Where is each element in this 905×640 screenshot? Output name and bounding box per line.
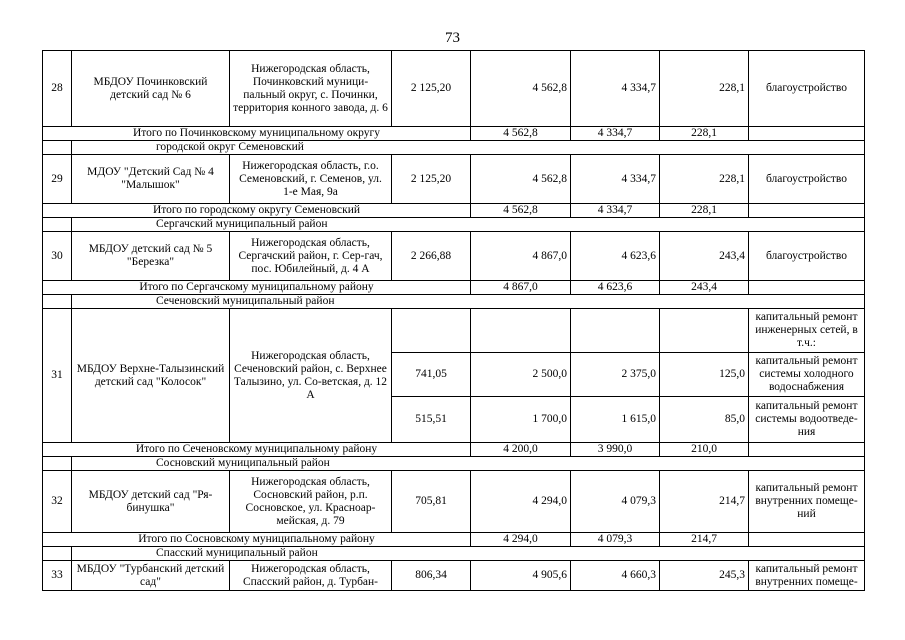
total-cost-cell: 1 700,0 xyxy=(471,397,571,443)
area-cell xyxy=(392,309,471,353)
section-row xyxy=(43,218,865,232)
regional-funds-cell: 214,7 xyxy=(660,471,749,533)
total-row xyxy=(43,281,865,295)
work-type-cell: капитальный ремонт инженерных сетей, в т.ч.: xyxy=(749,309,865,353)
work-type-cell: капитальный ремонт внутренних помеще-ний xyxy=(749,471,865,533)
total-cost-cell: 4 562,8 xyxy=(471,155,571,204)
total-label: Итого по Сергачскому муниципальному району xyxy=(43,281,471,295)
federal-funds-cell: 4 623,6 xyxy=(571,232,660,281)
regional-funds-cell: 214,7 xyxy=(660,533,749,547)
institution-address: Нижегородская область, Сосновский район, р.п. Сосновское, ул. Красноар-мейская, д. 79 xyxy=(230,471,392,533)
total-label: Итого по городскому округу Семеновский xyxy=(43,204,471,218)
total-cost-cell: 4 294,0 xyxy=(471,471,571,533)
page-number: 73 xyxy=(445,30,460,46)
table-row xyxy=(43,51,865,127)
total-cost-cell: 4 562,8 xyxy=(471,204,571,218)
section-row xyxy=(43,457,865,471)
regional-funds-cell: 243,4 xyxy=(660,281,749,295)
table-row xyxy=(43,471,865,533)
regional-funds-cell xyxy=(660,309,749,353)
regional-funds-cell: 85,0 xyxy=(660,397,749,443)
area-cell: 515,51 xyxy=(392,397,471,443)
federal-funds-cell: 1 615,0 xyxy=(571,397,660,443)
section-label: Сосновский муниципальный район xyxy=(72,457,865,471)
row-number: 31 xyxy=(43,309,72,443)
row-number: 33 xyxy=(43,561,72,591)
regional-funds-cell: 125,0 xyxy=(660,353,749,397)
regional-funds-cell: 245,3 xyxy=(660,561,749,591)
regional-funds-cell: 210,0 xyxy=(660,443,749,457)
institution-address: Нижегородская область, Сеченовский район, с. Верхнее Талызино, ул. Со-ветская, д. 12 А xyxy=(230,309,392,443)
total-cost-cell: 4 867,0 xyxy=(471,232,571,281)
table-row xyxy=(43,309,865,353)
regional-funds-cell: 228,1 xyxy=(660,127,749,141)
federal-funds-cell: 3 990,0 xyxy=(571,443,660,457)
institution-name: МБДОУ Починковский детский сад № 6 xyxy=(72,51,230,127)
area-cell: 2 266,88 xyxy=(392,232,471,281)
institution-name: МБДОУ детский сад № 5 "Березка" xyxy=(72,232,230,281)
federal-funds-cell: 2 375,0 xyxy=(571,353,660,397)
federal-funds-cell: 4 334,7 xyxy=(571,155,660,204)
total-cost-cell: 4 905,6 xyxy=(471,561,571,591)
area-cell: 2 125,20 xyxy=(392,155,471,204)
federal-funds-cell: 4 079,3 xyxy=(571,471,660,533)
institution-address: Нижегородская область, Сергачский район, г. Сер-гач, пос. Юбилейный, д. 4 А xyxy=(230,232,392,281)
total-cost-cell xyxy=(471,309,571,353)
objects-table xyxy=(42,50,865,591)
work-type-cell: капитальный ремонт системы холодного водоснабжения xyxy=(749,353,865,397)
area-cell: 705,81 xyxy=(392,471,471,533)
institution-name: МБДОУ "Турбанский детский сад" xyxy=(72,561,230,591)
total-row xyxy=(43,443,865,457)
row-number: 32 xyxy=(43,471,72,533)
institution-name: МДОУ "Детский Сад № 4 "Малышок" xyxy=(72,155,230,204)
total-row xyxy=(43,533,865,547)
federal-funds-cell: 4 334,7 xyxy=(571,127,660,141)
regional-funds-cell: 228,1 xyxy=(660,155,749,204)
total-cost-cell: 4 562,8 xyxy=(471,127,571,141)
table-row xyxy=(43,232,865,281)
institution-address: Нижегородская область, Починковский муници-пальный округ, с. Починки, территория конного завода, д. 6 xyxy=(230,51,392,127)
area-cell: 2 125,20 xyxy=(392,51,471,127)
work-type-cell: благоустройство xyxy=(749,51,865,127)
institution-address: Нижегородская область, г.о. Семеновский, г. Семенов, ул. 1-е Мая, 9а xyxy=(230,155,392,204)
section-label: Сергачский муниципальный район xyxy=(72,218,865,232)
section-label: Спасский муниципальный район xyxy=(72,547,865,561)
federal-funds-cell: 4 660,3 xyxy=(571,561,660,591)
regional-funds-cell: 228,1 xyxy=(660,51,749,127)
federal-funds-cell xyxy=(571,309,660,353)
area-cell: 806,34 xyxy=(392,561,471,591)
row-number: 30 xyxy=(43,232,72,281)
federal-funds-cell: 4 623,6 xyxy=(571,281,660,295)
section-row xyxy=(43,547,865,561)
regional-funds-cell: 243,4 xyxy=(660,232,749,281)
total-label: Итого по Сосновскому муниципальному району xyxy=(43,533,471,547)
row-number: 29 xyxy=(43,155,72,204)
row-number: 28 xyxy=(43,51,72,127)
table-row xyxy=(43,561,865,591)
total-cost-cell: 4 562,8 xyxy=(471,51,571,127)
total-label: Итого по Починковскому муниципальному округу xyxy=(43,127,471,141)
work-type-cell: благоустройство xyxy=(749,232,865,281)
total-cost-cell: 4 200,0 xyxy=(471,443,571,457)
work-type-cell: капитальный ремонт внутренних помеще- xyxy=(749,561,865,591)
total-cost-cell: 4 294,0 xyxy=(471,533,571,547)
table-row xyxy=(43,155,865,204)
work-type-cell: капитальный ремонт системы водоотведе-ния xyxy=(749,397,865,443)
federal-funds-cell: 4 079,3 xyxy=(571,533,660,547)
total-row xyxy=(43,204,865,218)
institution-address: Нижегородская область, Спасский район, д. Турбан- xyxy=(230,561,392,591)
total-cost-cell: 4 867,0 xyxy=(471,281,571,295)
area-cell: 741,05 xyxy=(392,353,471,397)
institution-name: МБДОУ Верхне-Талызинский детский сад "Колосок" xyxy=(72,309,230,443)
section-label: Сеченовский муниципальный район xyxy=(72,295,865,309)
institution-name: МБДОУ детский сад "Ря-бинушка" xyxy=(72,471,230,533)
total-label: Итого по Сеченовскому муниципальному району xyxy=(43,443,471,457)
federal-funds-cell: 4 334,7 xyxy=(571,204,660,218)
section-row xyxy=(43,295,865,309)
regional-funds-cell: 228,1 xyxy=(660,204,749,218)
work-type-cell: благоустройство xyxy=(749,155,865,204)
federal-funds-cell: 4 334,7 xyxy=(571,51,660,127)
total-row xyxy=(43,127,865,141)
section-label: городской округ Семеновский xyxy=(72,141,865,155)
total-cost-cell: 2 500,0 xyxy=(471,353,571,397)
section-row xyxy=(43,141,865,155)
